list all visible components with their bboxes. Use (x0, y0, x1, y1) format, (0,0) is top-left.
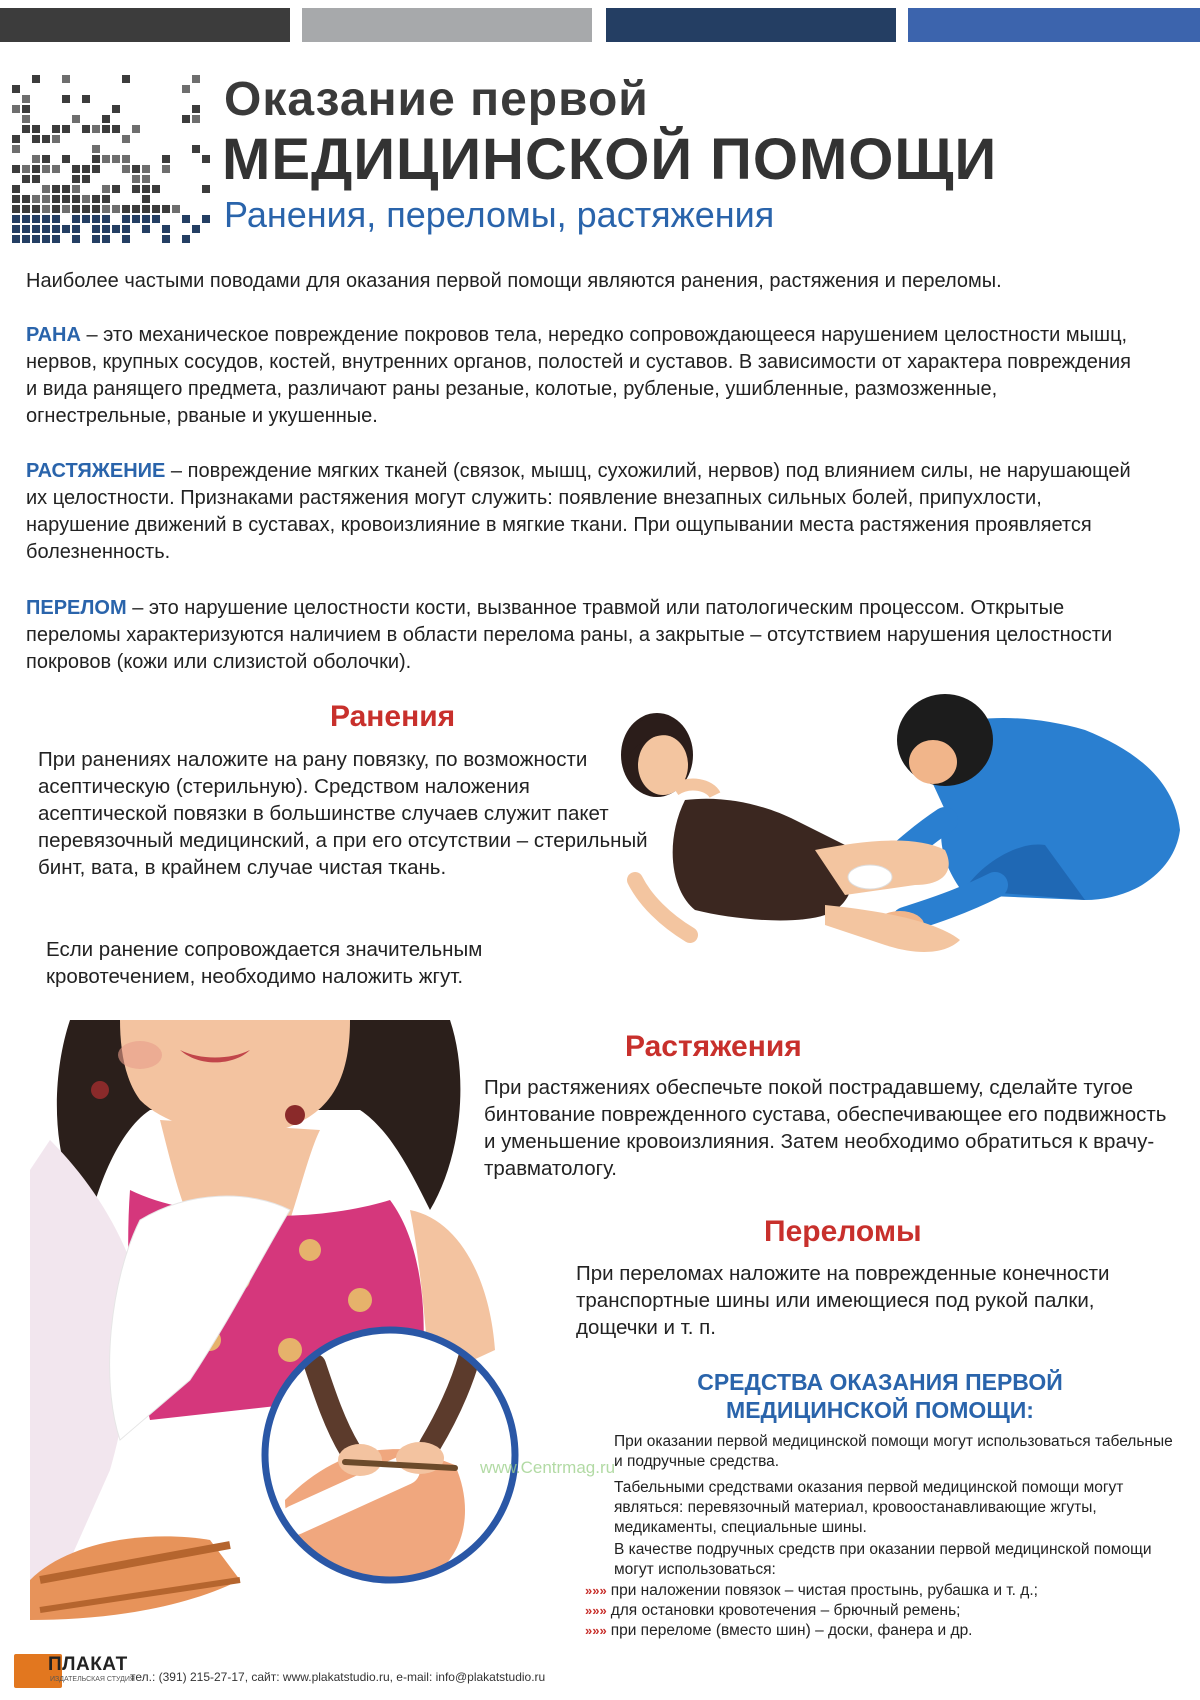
fractures-text: При переломах наложите на поврежденные конечности транспортные шины или имеющиеся под рукой палки, дощечки и т. п. (576, 1262, 1110, 1339)
wound-term: РАНА (26, 324, 81, 346)
wound-definition (26, 322, 1146, 430)
title-line-2: МЕДИЦИНСКОЙ ПОМОЩИ (222, 127, 998, 192)
bandaging-illustration (615, 670, 1200, 1010)
sprain-text: – повреждение мягких тканей (связок, мышц, сухожилий, нервов) под влиянием силы, не нарушающей их целостности. Признаками растяжения могут служить: появление внезапных сильных болей, припухлости, нарушение движений в суставах, кровоизлияние в мягкие ткани. При ощупывании места растяжения проявляется болезненность. (26, 460, 1131, 563)
means-bullet-list (585, 1581, 1165, 1641)
fracture-definition (26, 595, 1146, 676)
publisher-logo-text: ПЛАКАТ (48, 1654, 128, 1675)
wounds-text-2: Если ранение сопровождается значительным кровотечением, необходимо наложить жгут. (46, 938, 483, 988)
wound-text: – это механическое повреждение покровов тела, нередко сопровождающееся нарушением целостности мышц, нервов, крупных сосудов, костей, внутренних органов, полостей и суставов. В зависимости от характера повреждения и вида ранящего предмета, различают раны резаные, колотые, рубленые, ушибленные, размозженные, огнестрельные, рваные и укушенные. (26, 324, 1131, 427)
subtitle: Ранения, переломы, растяжения (224, 194, 775, 235)
intro-text: Наиболее частыми поводами для оказания первой помощи являются ранения, растяжения и переломы. (26, 270, 1002, 292)
means-bullet-text: при наложении повязок – чистая простынь, рубашка и т. д.; (610, 1582, 1038, 1599)
means-bullet-item (585, 1601, 1165, 1621)
watermark: www.Centrmag.ru (480, 1458, 616, 1477)
fractures-heading: Переломы (764, 1215, 922, 1248)
sprains-heading: Растяжения (625, 1030, 802, 1063)
splint-inset-circle (255, 1320, 525, 1590)
fracture-term: ПЕРЕЛОМ (26, 597, 127, 619)
means-bullet-text: при переломе (вместо шин) – доски, фанера и др. (610, 1622, 973, 1639)
top-bar-blue (908, 8, 1200, 42)
top-bar-gray (302, 8, 592, 42)
bullet-arrow-icon: »»» (585, 1583, 607, 1598)
wounds-text-1: При ранениях наложите на рану повязку, по возможности асептическую (стерильную). Средством наложения асептической повязки в большинстве случаев служит пакет перевязочный медицинский, а при его отсутствии – стерильный бинт, вата, в крайнем случае чистая ткань. (38, 748, 648, 879)
means-heading-line-1: СРЕДСТВА ОКАЗАНИЯ ПЕРВОЙ (697, 1369, 1063, 1395)
means-text-1: При оказании первой медицинской помощи могут использоваться табельные и подручные средства. (614, 1433, 1173, 1470)
sprain-term: РАСТЯЖЕНИЕ (26, 460, 166, 482)
intro-paragraph (26, 268, 1176, 295)
means-bullet-item (585, 1581, 1165, 1601)
sprains-text: При растяжениях обеспечьте покой пострадавшему, сделайте тугое бинтование поврежденного сустава, обеспечивающее его подвижность и уменьшение кровоизлияния. Затем необходимо обратиться к врачу-травматологу. (484, 1076, 1167, 1180)
means-text-2: Табельными средствами оказания первой медицинской помощи могут являться: перевязочный материал, кровоостанавливающие жгуты, медикаменты, специальные шины. (614, 1479, 1124, 1536)
footer-contacts: тел.: (391) 215-27-17, сайт: www.plakatstudio.ru, e-mail: info@plakatstudio.ru (130, 1670, 546, 1684)
top-bar-dark (0, 8, 290, 42)
wounds-heading: Ранения (330, 700, 456, 733)
fracture-text: – это нарушение целостности кости, вызванное травмой или патологическим процессом. Открытые переломы характеризуются наличием в области перелома раны, а закрытые – отсутствием нарушения целостности покровов (кожи или слизистой оболочки). (26, 597, 1113, 673)
pixel-mosaic-decoration (12, 60, 217, 250)
sprain-definition (26, 458, 1146, 566)
publisher-logo-subtext: ИЗДАТЕЛЬСКАЯ СТУДИЯ (50, 1676, 135, 1683)
means-bullet-item (585, 1621, 1165, 1641)
means-heading (660, 1368, 1100, 1424)
means-text-3: В качестве подручных средств при оказании первой медицинской помощи могут использоваться: (614, 1541, 1152, 1578)
bullet-arrow-icon: »»» (585, 1623, 607, 1638)
bullet-arrow-icon: »»» (585, 1603, 607, 1618)
means-bullet-text: для остановки кровотечения – брючный ремень; (610, 1602, 961, 1619)
title-line-1: Оказание первой (224, 73, 649, 126)
means-heading-line-2: МЕДИЦИНСКОЙ ПОМОЩИ: (726, 1397, 1034, 1423)
top-bar-navy (606, 8, 896, 42)
